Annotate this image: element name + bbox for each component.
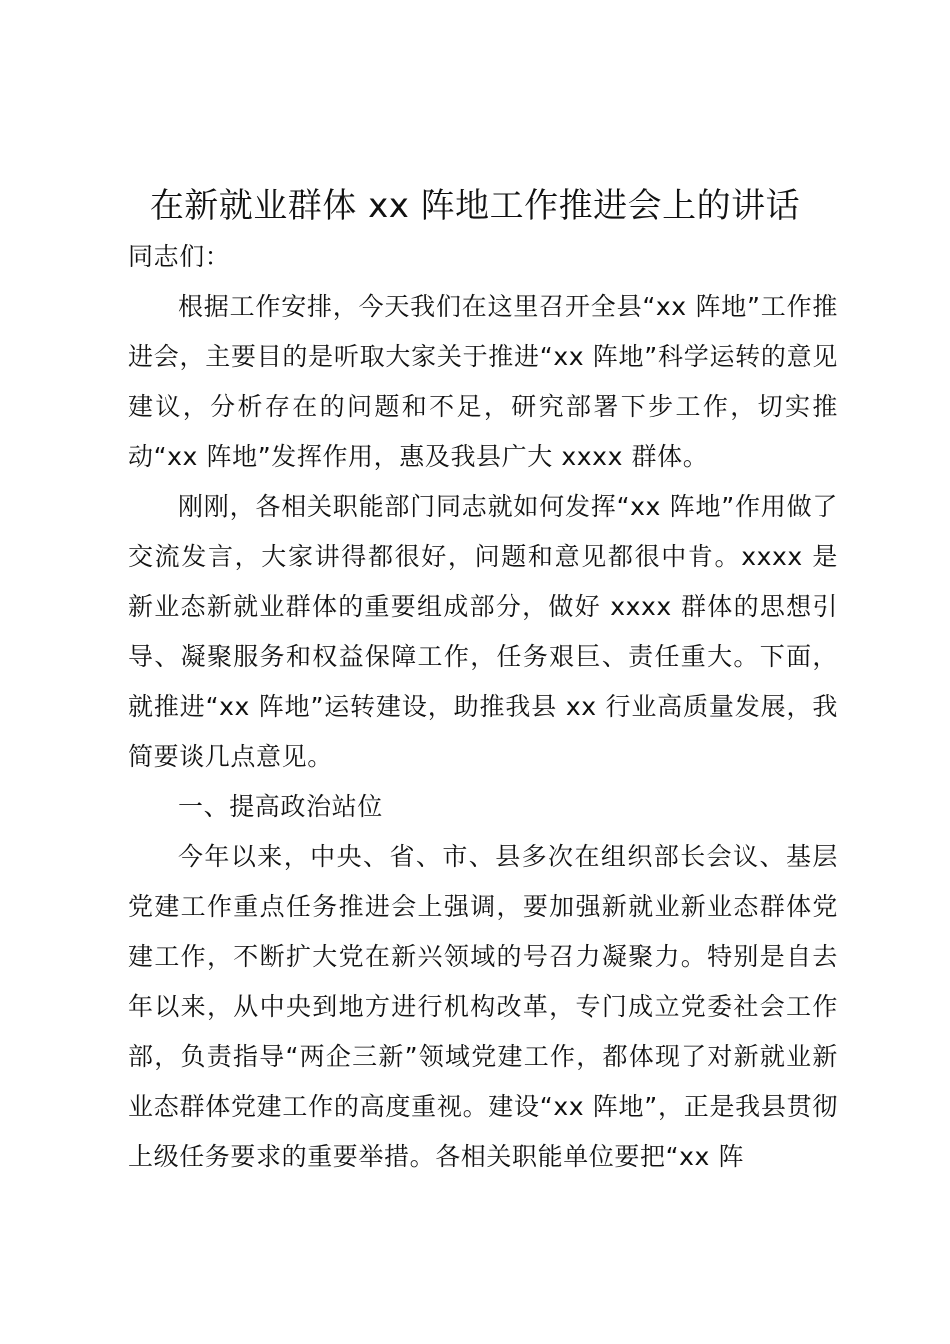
- section-heading: 一、提高政治站位: [178, 792, 383, 821]
- document-title: 在新就业群体 xx 阵地工作推进会上的讲话: [149, 186, 801, 226]
- salutation: 同志们：: [128, 242, 231, 271]
- document-body: [128, 232, 838, 1182]
- paragraph-section-one: 今年以来，中央、省、市、县多次在组织部长会议、基层党建工作重点任务推进会上强调，要加强新就业新业态群体党建工作，不断扩大党在新兴领域的号召力凝聚力。特别是自去年以来，从中央到地方进行机构改革，专门成立党委社会工作部，负责指导“两企三新”领域党建工作，都体现了对新就业新业态群体党建工作的高度重视。建设“xx 阵地”，正是我县贯彻上级任务要求的重要举措。各相关职能单位要把“xx 阵: [128, 842, 838, 1171]
- paragraph-summary: 刚刚，各相关职能部门同志就如何发挥“xx 阵地”作用做了交流发言，大家讲得都很好，问题和意见都很中肯。xxxx 是新业态新就业群体的重要组成部分，做好 xxxx 群体的思想引导、凝聚服务和权益保障工作，任务艰巨、责任重大。下面，就推进“xx 阵地”运转建设，助推我县 xx 行业高质量发展，我简要谈几点意见。: [128, 492, 838, 771]
- paragraph-intro: 根据工作安排，今天我们在这里召开全县“xx 阵地”工作推进会，主要目的是听取大家关于推进“xx 阵地”科学运转的意见建议，分析存在的问题和不足，研究部署下步工作，切实推动“xx 阵地”发挥作用，惠及我县广大 xxxx 群体。: [128, 292, 838, 471]
